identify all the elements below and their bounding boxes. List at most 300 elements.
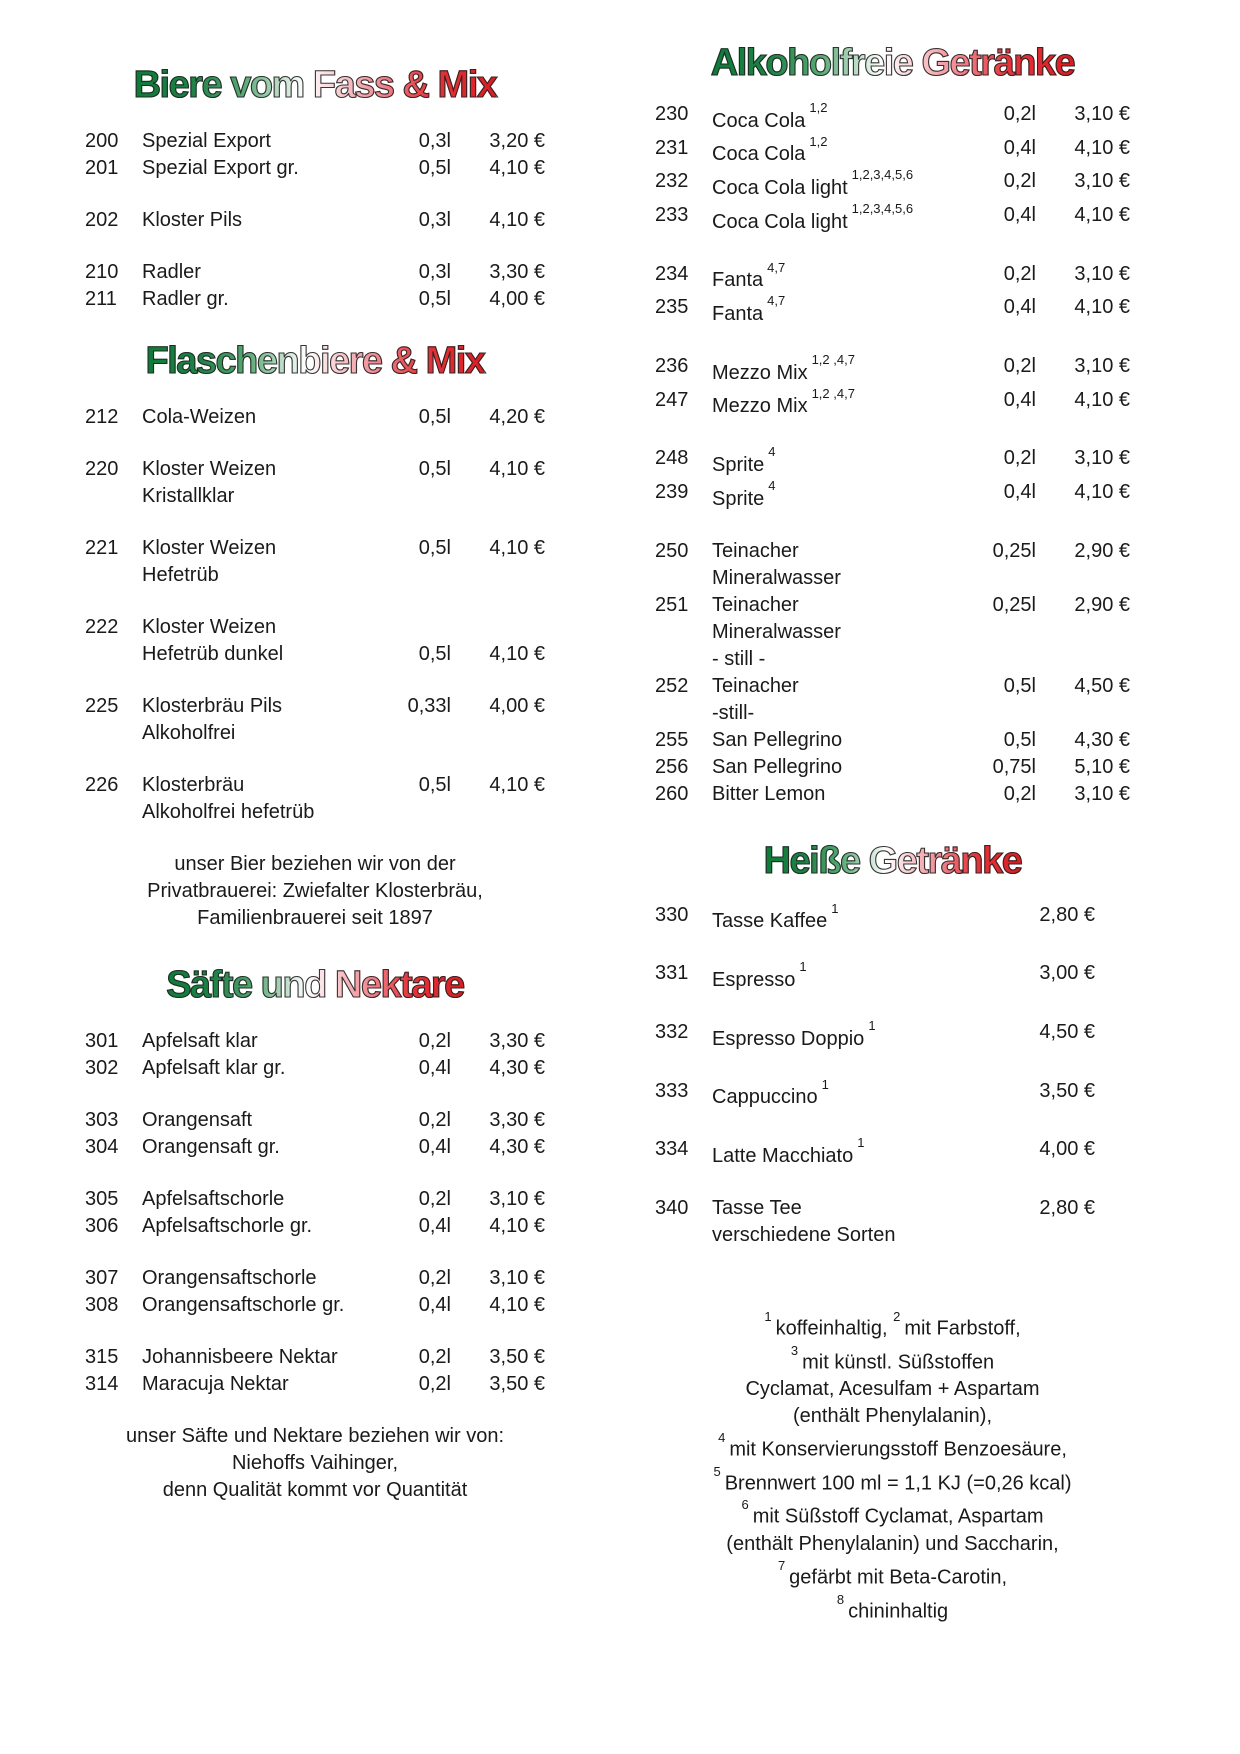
footnote-text: Cyclamat, Acesulfam + Aspartam (745, 1378, 1040, 1401)
section-alkoholfreie (655, 40, 1130, 808)
section-groups (85, 1028, 545, 1398)
menu-group (85, 259, 545, 313)
item-number: 239 (655, 480, 689, 503)
item-name: Apfelsaft klar (142, 1030, 258, 1052)
item-name-line2: - still - (712, 647, 766, 670)
section-title (85, 62, 545, 108)
menu-item-row (655, 135, 1130, 169)
item-number: 202 (85, 209, 119, 231)
menu-group (85, 456, 545, 510)
item-name-block (142, 1344, 363, 1371)
item-name-line2: Kristallklar (142, 485, 235, 507)
footnotes (655, 1309, 1130, 1626)
item-name-block (142, 1371, 363, 1398)
item-name: Espresso Doppio (712, 1027, 865, 1050)
item-name: Coca Cola (712, 109, 806, 132)
item-name: Orangensaftschorle (142, 1267, 317, 1289)
item-name: Latte Macchiato (712, 1144, 854, 1167)
menu-item-row (655, 445, 1130, 479)
item-name-block (712, 592, 948, 673)
item-price: 4,10 € (489, 643, 545, 665)
item-name-block (142, 614, 363, 668)
item-price: 4,10 € (1074, 203, 1130, 226)
item-price: 4,00 € (1039, 1138, 1095, 1161)
item-size: 0,5l (418, 458, 451, 480)
item-name-block (142, 1213, 363, 1240)
item-name-block (142, 693, 363, 747)
item-number: 330 (655, 903, 689, 926)
item-name-block (712, 1019, 948, 1053)
footnote-line (655, 1403, 1130, 1430)
section-groups (655, 101, 1130, 808)
item-name: Coca Cola (712, 143, 806, 166)
item-name-block (712, 387, 948, 421)
footnote-text: chininhaltig (848, 1600, 949, 1623)
item-number: 212 (85, 406, 119, 428)
item-number: 332 (655, 1020, 689, 1043)
item-number: 211 (85, 288, 117, 310)
item-name: Orangensaftschorle gr. (142, 1294, 345, 1316)
menu-item-row (85, 1371, 545, 1398)
footnote-text: mit Süßstoff Cyclamat, Aspartam (752, 1506, 1044, 1529)
item-size: 0,2l (418, 1030, 451, 1052)
item-price: 5,10 € (1074, 755, 1130, 778)
item-price: 4,30 € (489, 1136, 545, 1158)
item-size: 0,4l (1003, 296, 1036, 319)
note-line: denn Qualität kommt vor Quantität (162, 1479, 468, 1501)
item-name: Kloster Pils (142, 209, 243, 231)
item-price: 4,10 € (489, 537, 545, 559)
item-name-line2: Alkoholfrei (142, 722, 236, 744)
item-size: 0,5l (418, 537, 451, 559)
menu-item-row (85, 1344, 545, 1371)
menu-item-row (655, 353, 1130, 387)
item-name-block (712, 168, 948, 202)
item-name-block (712, 1136, 948, 1170)
footnote-ref: 4 (718, 1430, 726, 1446)
item-name-block (142, 535, 363, 589)
menu-group (655, 1195, 1130, 1249)
item-name-block (142, 259, 363, 286)
item-size: 0,4l (1003, 136, 1036, 159)
menu-item-row (655, 1136, 1130, 1170)
item-name-line2: Mineralwasser (712, 620, 841, 643)
item-name-line2: Mineralwasser (712, 566, 841, 589)
menu-item-row (655, 538, 1130, 592)
item-size: 0,5l (1003, 728, 1036, 751)
footnote-ref: 1 (764, 1308, 772, 1324)
item-price: 4,10 € (1074, 388, 1130, 411)
item-number: 226 (85, 774, 119, 796)
item-footnote-refs: 4 (768, 444, 776, 460)
footnote-line (655, 1376, 1130, 1403)
section-groups (85, 404, 545, 826)
item-name: Fanta (712, 269, 764, 292)
menu-group (85, 207, 545, 234)
item-price: 3,10 € (1074, 103, 1130, 125)
menu-item-row (655, 592, 1130, 673)
item-price: 2,90 € (1074, 539, 1130, 562)
section-title (655, 40, 1130, 86)
item-name-block (712, 727, 948, 754)
item-name-block (712, 202, 948, 236)
item-name-line2: Hefetrüb (142, 564, 219, 586)
item-price: 2,90 € (1074, 593, 1130, 616)
item-number: 301 (85, 1030, 119, 1052)
menu-item-row (655, 168, 1130, 202)
item-footnote-refs: 4,7 (767, 293, 786, 309)
note-line: Familienbrauerei seit 1897 (197, 907, 433, 929)
item-size: 0,2l (1003, 782, 1036, 805)
item-name-block (712, 538, 948, 592)
menu-item-row (655, 902, 1130, 936)
item-number: 232 (655, 170, 689, 193)
item-size: 0,2l (418, 1373, 451, 1395)
menu-item-row (85, 1055, 545, 1082)
menu-item-row (655, 673, 1130, 727)
item-number: 247 (655, 388, 689, 411)
footnote-line (655, 1497, 1130, 1531)
item-footnote-refs: 1,2 ,4,7 (811, 351, 855, 367)
item-name-block (142, 1055, 363, 1082)
item-size: 0,2l (418, 1346, 451, 1368)
item-price: 4,50 € (1074, 674, 1130, 697)
item-name-block (142, 1292, 363, 1319)
footnote-ref: 3 (790, 1342, 799, 1358)
item-price: 4,00 € (489, 288, 545, 310)
note-line: unser Bier beziehen wir von der (174, 853, 456, 875)
item-price: 4,10 € (489, 774, 545, 796)
menu-group (85, 693, 545, 747)
item-name: Coca Cola light (712, 210, 848, 233)
menu-item-row (85, 535, 545, 589)
footnote-text: (enthält Phenylalanin), (792, 1405, 992, 1428)
item-name: Apfelsaftschorle gr. (142, 1215, 313, 1237)
item-number: 235 (655, 296, 689, 319)
menu-group (85, 1344, 545, 1398)
menu-item-row (655, 101, 1130, 135)
footnote-line (655, 1309, 1130, 1343)
item-name: San Pellegrino (712, 755, 843, 778)
item-price: 3,10 € (1074, 782, 1130, 805)
item-name: Teinacher (712, 674, 799, 697)
footnote-line (655, 1531, 1130, 1558)
item-size: 0,2l (1003, 262, 1036, 285)
item-number: 225 (85, 695, 119, 717)
menu-group (85, 1186, 545, 1240)
item-size: 0,5l (418, 406, 451, 428)
item-name: Klosterbräu (142, 774, 245, 796)
item-name-block (142, 286, 363, 313)
item-size: 0,2l (418, 1267, 451, 1289)
item-number: 221 (85, 537, 119, 559)
item-name: Kloster Weizen (142, 458, 277, 480)
menu-group (85, 1028, 545, 1082)
section-title-text: Heiße Getränke (763, 839, 1022, 882)
item-number: 314 (85, 1373, 119, 1395)
menu-item-row (655, 960, 1130, 994)
menu-item-row (85, 614, 545, 668)
item-number: 248 (655, 447, 689, 470)
item-name-block (142, 772, 363, 826)
item-size: 0,2l (1003, 447, 1036, 470)
menu-item-row (85, 128, 545, 155)
item-number: 334 (655, 1138, 689, 1161)
menu-group (85, 1265, 545, 1319)
menu-item-row (655, 1195, 1130, 1249)
menu-item-row (85, 259, 545, 286)
item-name: Fanta (712, 302, 764, 325)
item-price: 3,30 € (489, 1109, 545, 1131)
item-name-block (712, 261, 948, 295)
section-saefte (85, 962, 545, 1504)
item-name: Spezial Export (142, 130, 271, 152)
footnote-line (655, 1464, 1130, 1498)
item-size: 0,4l (1003, 480, 1036, 503)
item-name-block (142, 404, 363, 431)
section-title (85, 338, 545, 384)
item-price: 4,10 € (489, 1215, 545, 1237)
section-biere-vom-fass (85, 62, 545, 313)
item-footnote-refs: 4,7 (767, 259, 786, 275)
item-name: Apfelsaft klar gr. (142, 1057, 286, 1079)
note-line: Privatbrauerei: Zwiefalter Klosterbräu, (147, 880, 483, 902)
item-number: 302 (85, 1057, 119, 1079)
item-price: 4,10 € (1074, 136, 1130, 159)
footnote-line (655, 1558, 1130, 1592)
item-price: 4,10 € (1074, 480, 1130, 503)
item-name-block (712, 294, 948, 328)
section-title (85, 962, 545, 1008)
item-number: 222 (85, 616, 119, 638)
item-footnote-refs: 1,2 (809, 100, 828, 115)
menu-group (85, 772, 545, 826)
item-footnote-refs: 4 (768, 477, 776, 493)
menu-item-row (85, 1028, 545, 1055)
menu-item-row (85, 404, 545, 431)
item-price: 4,10 € (489, 1294, 545, 1316)
item-size: 0,4l (1003, 388, 1036, 411)
section-title (655, 838, 1130, 884)
item-number: 234 (655, 262, 689, 285)
menu-item-row (655, 1019, 1130, 1053)
item-name: Mezzo Mix (712, 395, 808, 418)
footnote-line (655, 1592, 1130, 1626)
menu-item-row (655, 479, 1130, 513)
menu-item-row (85, 1107, 545, 1134)
item-name: Tasse Tee (712, 1196, 802, 1219)
item-name-block (712, 1078, 948, 1112)
item-number: 333 (655, 1079, 689, 1102)
item-price: 4,10 € (489, 458, 545, 480)
menu-item-row (85, 286, 545, 313)
menu-item-row (85, 1134, 545, 1161)
item-size: 0,3l (418, 261, 451, 283)
item-footnote-refs: 1 (831, 900, 839, 916)
menu-group (655, 445, 1130, 512)
item-number: 231 (655, 136, 689, 159)
item-number: 230 (655, 103, 689, 125)
item-name-block (712, 902, 948, 936)
item-name-block (142, 1186, 363, 1213)
item-size: 0,5l (418, 774, 451, 796)
item-price: 3,10 € (489, 1188, 545, 1210)
item-size: 0,4l (418, 1057, 451, 1079)
item-name: Kloster Weizen (142, 537, 277, 559)
item-name: Sprite (712, 453, 765, 476)
section-groups (85, 128, 545, 313)
menu-group (655, 538, 1130, 808)
item-price: 3,10 € (1074, 447, 1130, 470)
item-size: 0,25l (992, 593, 1036, 616)
item-footnote-refs: 1,2 ,4,7 (811, 385, 855, 401)
menu-item-row (85, 1213, 545, 1240)
item-size: 0,5l (418, 288, 451, 310)
section-title-text: Flaschenbiere & Mix (145, 340, 485, 382)
item-number: 306 (85, 1215, 119, 1237)
menu-item-row (655, 1078, 1130, 1112)
footnote-ref: 6 (741, 1497, 749, 1513)
section-flaschenbiere (85, 338, 545, 932)
menu-item-row (85, 693, 545, 747)
menu-item-row (85, 1265, 545, 1292)
footnote-text: mit Farbstoff, (904, 1317, 1021, 1340)
item-name: Tasse Kaffee (712, 910, 828, 933)
menu-group (85, 128, 545, 182)
item-name-block (142, 1107, 363, 1134)
item-number: 331 (655, 962, 689, 985)
item-price: 3,30 € (489, 261, 545, 283)
item-size: 0,3l (418, 209, 451, 231)
menu-item-row (85, 207, 545, 234)
item-size: 0,2l (418, 1109, 451, 1131)
item-name: Teinacher (712, 539, 799, 562)
item-number: 305 (85, 1188, 119, 1210)
item-size: 0,5l (418, 643, 451, 665)
menu-group (655, 1078, 1130, 1112)
item-name: Orangensaft gr. (142, 1136, 280, 1158)
item-price: 4,30 € (1074, 728, 1130, 751)
menu-item-row (655, 294, 1130, 328)
item-name-block (142, 456, 363, 510)
item-number: 233 (655, 203, 689, 226)
item-price: 3,10 € (1074, 354, 1130, 377)
left-column (85, 62, 545, 1504)
item-number: 251 (655, 593, 689, 616)
item-name-block (142, 1134, 363, 1161)
item-name-line2: -still- (712, 701, 755, 724)
footnote-text: koffeinhaltig, (775, 1317, 894, 1340)
menu-group (85, 404, 545, 431)
menu-item-row (655, 261, 1130, 295)
section-title-text: Alkoholfreie Getränke (710, 42, 1075, 84)
item-footnote-refs: 1 (868, 1017, 876, 1033)
item-price: 3,10 € (1074, 262, 1130, 285)
item-price: 3,00 € (1039, 962, 1095, 985)
item-number: 304 (85, 1136, 119, 1158)
item-name-block (712, 673, 948, 727)
item-name: Cappuccino (712, 1086, 818, 1109)
item-number: 256 (655, 755, 689, 778)
item-name: Cola-Weizen (142, 406, 257, 428)
menu-group (655, 261, 1130, 328)
item-name: Mezzo Mix (712, 361, 808, 384)
item-name-block (142, 1028, 363, 1055)
item-price: 2,80 € (1039, 1196, 1095, 1219)
item-footnote-refs: 1 (821, 1076, 829, 1092)
section-title-text: Säfte und Nektare (166, 964, 464, 1006)
item-price: 3,30 € (489, 1030, 545, 1052)
menu-group (655, 960, 1130, 994)
item-name: Sprite (712, 487, 765, 510)
item-price: 3,50 € (1039, 1079, 1095, 1102)
menu-item-row (85, 1292, 545, 1319)
item-size: 0,2l (418, 1188, 451, 1210)
item-name: Maracuja Nektar (142, 1373, 289, 1395)
menu-group (655, 1136, 1130, 1170)
item-price: 4,30 € (489, 1057, 545, 1079)
item-footnote-refs: 1 (857, 1135, 865, 1151)
item-price: 4,10 € (489, 157, 545, 179)
item-name-block (712, 135, 948, 169)
section-note (85, 1423, 545, 1504)
footnote-text: mit Konservierungsstoff Benzoesäure, (729, 1438, 1067, 1461)
section-heisse (655, 838, 1130, 1249)
menu-item-row (85, 1186, 545, 1213)
item-size: 0,75l (992, 755, 1036, 778)
section-title-text: Biere vom Fass & Mix (133, 64, 497, 106)
item-number: 308 (85, 1294, 119, 1316)
footnote-line (655, 1430, 1130, 1464)
item-number: 250 (655, 539, 689, 562)
item-number: 236 (655, 354, 689, 377)
menu-group (655, 353, 1130, 420)
item-name-line2: verschiedene Sorten (712, 1223, 896, 1246)
item-size: 0,3l (418, 130, 451, 152)
item-name-block (712, 101, 948, 135)
item-name: Spezial Export gr. (142, 157, 299, 179)
item-price: 3,10 € (1074, 170, 1130, 193)
item-name-block (142, 207, 363, 234)
item-number: 201 (85, 157, 119, 179)
item-price: 3,10 € (489, 1267, 545, 1289)
menu-group (85, 614, 545, 668)
footnote-text: mit künstl. Süßstoffen (802, 1351, 995, 1374)
item-name-block (712, 479, 948, 513)
menu-item-row (655, 754, 1130, 781)
item-name-block (142, 128, 363, 155)
item-number: 340 (655, 1196, 689, 1219)
section-groups (655, 902, 1130, 1249)
item-name-line2: Alkoholfrei hefetrüb (142, 801, 315, 823)
item-name-block (712, 353, 948, 387)
item-name: Coca Cola light (712, 176, 848, 199)
item-name: Apfelsaftschorle (142, 1188, 285, 1210)
item-price: 3,20 € (489, 130, 545, 152)
item-footnote-refs: 1 (799, 959, 807, 975)
item-name: Orangensaft (142, 1109, 253, 1131)
item-price: 4,10 € (489, 209, 545, 231)
item-number: 210 (85, 261, 119, 283)
item-size: 0,4l (418, 1215, 451, 1237)
item-name: Teinacher (712, 593, 799, 616)
menu-group (85, 1107, 545, 1161)
item-size: 0,2l (1003, 103, 1036, 125)
footnote-ref: 7 (777, 1558, 786, 1574)
item-number: 252 (655, 674, 689, 697)
menu-item-row (655, 727, 1130, 754)
item-size: 0,25l (992, 539, 1036, 562)
